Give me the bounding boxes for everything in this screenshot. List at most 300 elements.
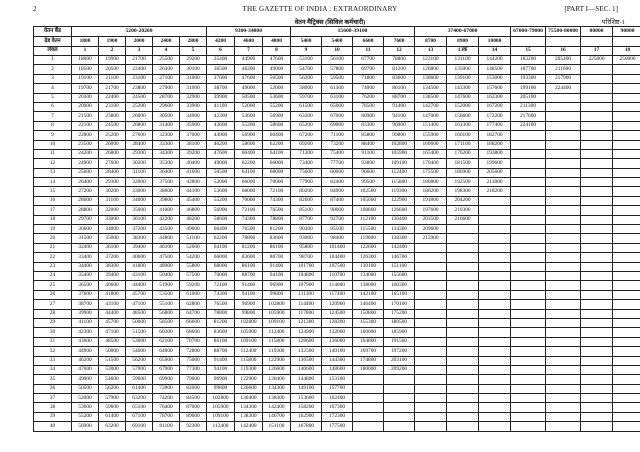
pay-cell: 59600 [99, 403, 126, 412]
row-index: 20 [34, 234, 72, 243]
pay-cell [546, 140, 581, 149]
pay-cell: 21100 [99, 74, 126, 83]
pay-cell: 83600 [384, 74, 415, 83]
pay-cell: 186900 [447, 168, 479, 177]
grade-pay-cell: 5400 [291, 37, 322, 47]
pay-cell: 151100 [263, 422, 291, 431]
pay-cell [581, 403, 613, 412]
pay-cell [384, 422, 415, 431]
pay-cell: 98400 [322, 234, 353, 243]
pay-cell [546, 234, 581, 243]
pay-cell: 119000 [353, 234, 384, 243]
pay-cell: 44400 [99, 309, 126, 318]
pay-cell: 80900 [353, 112, 384, 121]
pay-cell [613, 178, 640, 187]
grade-pay-cell: 2800 [180, 37, 207, 47]
pay-cell: 70000 [235, 196, 263, 205]
pay-cell [511, 375, 546, 384]
pay-cell: 67200 [291, 131, 322, 140]
pay-cell: 39400 [99, 271, 126, 280]
pay-cell: 25600 [72, 168, 99, 177]
pay-cell: 134500 [415, 84, 447, 93]
pay-cell: 117800 [291, 309, 322, 318]
pay-cell: 34300 [153, 149, 180, 158]
pay-cell: 29700 [72, 215, 99, 224]
pay-cell: 138300 [263, 394, 291, 403]
pay-cell: 44400 [126, 281, 153, 290]
pay-cell [546, 93, 581, 102]
pay-cell [511, 225, 546, 234]
pay-cell [447, 375, 479, 384]
pay-cell [511, 168, 546, 177]
grade-pay-cell [613, 37, 640, 47]
pay-cell: 211800 [479, 178, 511, 187]
pay-cell: 70000 [263, 178, 291, 187]
pay-cell: 27100 [153, 74, 180, 83]
grade-pay-cell: 10000 [479, 37, 511, 47]
pay-cell: 22400 [99, 93, 126, 102]
pay-cell [511, 149, 546, 158]
pay-cell: 56300 [291, 74, 322, 83]
pay-cell: 117400 [322, 290, 353, 299]
pay-cell [581, 253, 613, 262]
pay-cell [511, 337, 546, 346]
pay-cell: 152000 [447, 102, 479, 111]
pay-cell [546, 365, 581, 374]
pay-cell: 67900 [153, 365, 180, 374]
pay-cell [479, 365, 511, 374]
pay-cell [613, 394, 640, 403]
pay-cell: 56200 [99, 384, 126, 393]
level-cell: 10 [322, 47, 353, 56]
pay-cell: 72100 [263, 187, 291, 196]
pay-cell: 177400 [479, 121, 511, 130]
pay-cell: 33900 [180, 102, 207, 111]
row-index: 14 [34, 178, 72, 187]
pay-cell [447, 422, 479, 431]
band-cell: 9300-34800 [207, 27, 291, 37]
pay-cell: 81200 [207, 318, 235, 327]
grade-pay-cell [546, 37, 581, 47]
pay-cell [613, 271, 640, 280]
pay-cell: 132000 [322, 328, 353, 337]
pay-cell: 188200 [479, 140, 511, 149]
pay-cell [415, 290, 447, 299]
pay-cell: 34000 [99, 225, 126, 234]
pay-cell: 131100 [447, 56, 479, 65]
row-index: 6 [34, 102, 72, 111]
row-index: 16 [34, 196, 72, 205]
pay-cell: 119300 [384, 187, 415, 196]
pay-cell: 64100 [235, 168, 263, 177]
pay-cell [613, 112, 640, 121]
pay-cell: 69700 [353, 65, 384, 74]
pay-cell: 109100 [207, 412, 235, 421]
pay-cell: 40400 [180, 159, 207, 168]
pay-cell [613, 290, 640, 299]
pay-cell: 51100 [180, 234, 207, 243]
pay-cell: 81200 [263, 225, 291, 234]
pay-cell: 167800 [291, 422, 322, 431]
pay-cell: 88700 [207, 347, 235, 356]
level-cell: 15 [511, 47, 546, 56]
pay-cell [511, 394, 546, 403]
pay-cell [415, 365, 447, 374]
pay-cell [384, 375, 415, 384]
pay-cell: 96900 [384, 121, 415, 130]
pay-cell: 22800 [72, 131, 99, 140]
pay-cell: 70700 [180, 337, 207, 346]
pay-cell [353, 375, 384, 384]
table-row [34, 102, 640, 111]
pay-cell [581, 93, 613, 102]
pay-cell: 54700 [291, 65, 322, 74]
pay-cell [546, 281, 581, 290]
pay-cell: 64000 [153, 347, 180, 356]
pay-cell: 210300 [447, 206, 479, 215]
pay-cell: 74300 [235, 215, 263, 224]
pay-cell: 104800 [291, 271, 322, 280]
pay-cell: 42800 [180, 178, 207, 187]
table-caption [33, 17, 627, 26]
pay-cell: 31100 [126, 168, 153, 177]
pay-cell: 99500 [353, 178, 384, 187]
pay-cell [581, 225, 613, 234]
pay-cell [546, 215, 581, 224]
pay-cell [511, 253, 546, 262]
pay-cell [581, 243, 613, 252]
pay-cell: 74000 [353, 84, 384, 93]
pay-cell [581, 337, 613, 346]
pay-cell: 47600 [207, 149, 235, 158]
band-cell: 37400-67000 [415, 27, 511, 37]
pay-cell: 63300 [291, 112, 322, 121]
pay-cell: 36500 [72, 281, 99, 290]
table-row [34, 309, 640, 318]
pay-cell [479, 375, 511, 384]
pay-cell [479, 281, 511, 290]
pay-cell: 27200 [72, 187, 99, 196]
pay-cell [613, 168, 640, 177]
pay-cell [447, 290, 479, 299]
pay-cell: 105900 [263, 309, 291, 318]
pay-cell: 153600 [291, 394, 322, 403]
row-index: 8 [34, 121, 72, 130]
pay-cell [447, 365, 479, 374]
pay-cell: 155300 [353, 318, 384, 327]
pay-cell [581, 131, 613, 140]
table-row [34, 196, 640, 205]
pay-cell: 47600 [235, 74, 263, 83]
pay-cell: 64100 [207, 243, 235, 252]
pay-cell [415, 253, 447, 262]
pay-cell: 58500 [153, 318, 180, 327]
pay-cell: 46200 [207, 140, 235, 149]
pay-cell [511, 403, 546, 412]
pay-cell: 35900 [180, 121, 207, 130]
grade-pay-cell: 4200 [207, 37, 235, 47]
pay-cell [581, 168, 613, 177]
grade-pay-cell: 2000 [126, 37, 153, 47]
pay-cell: 55800 [180, 262, 207, 271]
pay-cell: 53600 [235, 112, 263, 121]
pay-cell: 58600 [263, 121, 291, 130]
pay-cell [613, 403, 640, 412]
pay-cell [479, 271, 511, 280]
pay-cell: 164800 [353, 337, 384, 346]
pay-cell [581, 84, 613, 93]
pay-cell: 138000 [353, 281, 384, 290]
pay-cell: 182700 [479, 131, 511, 140]
pay-cell: 96600 [353, 168, 384, 177]
pay-cell [613, 328, 640, 337]
pay-cell: 51500 [99, 356, 126, 365]
pay-cell [447, 309, 479, 318]
pay-cell: 170400 [415, 159, 447, 168]
pay-cell [546, 262, 581, 271]
pay-cell [613, 121, 640, 130]
row-index: 17 [34, 206, 72, 215]
pay-cell [447, 271, 479, 280]
pay-cell [613, 300, 640, 309]
table-row [34, 300, 640, 309]
pay-cell: 48500 [126, 309, 153, 318]
table-row [34, 365, 640, 374]
pay-cell: 57500 [180, 271, 207, 280]
pay-cell [546, 102, 581, 111]
pay-cell: 102800 [263, 300, 291, 309]
pay-cell: 53600 [72, 403, 99, 412]
pay-cell: 122600 [353, 243, 384, 252]
pay-cell [415, 243, 447, 252]
pay-cell: 165100 [384, 290, 415, 299]
pay-cell [581, 149, 613, 158]
pay-cell [581, 74, 613, 83]
pay-cell: 191500 [384, 337, 415, 346]
row-index: 19 [34, 225, 72, 234]
pay-cell: 105900 [384, 149, 415, 158]
pay-cell: 51900 [153, 281, 180, 290]
pay-cell [613, 159, 640, 168]
pay-cell: 91400 [207, 356, 235, 365]
pay-cell: 69200 [291, 140, 322, 149]
pay-cell: 28700 [153, 93, 180, 102]
row-index: 12 [34, 159, 72, 168]
pay-cell: 21500 [72, 112, 99, 121]
level-cell: 13क [447, 47, 479, 56]
pay-cell: 61500 [291, 102, 322, 111]
pay-cell: 191800 [415, 196, 447, 205]
row-index: 28 [34, 309, 72, 318]
pay-cell: 46200 [72, 356, 99, 365]
level-cell: 4 [153, 47, 180, 56]
pay-cell: 130400 [263, 375, 291, 384]
pay-cell: 76500 [263, 206, 291, 215]
level-row [34, 47, 640, 56]
pay-cell: 45400 [180, 196, 207, 205]
pay-cell: 218200 [479, 187, 511, 196]
pay-cell [479, 262, 511, 271]
pay-cell: 107900 [291, 281, 322, 290]
pay-cell: 28400 [99, 168, 126, 177]
pay-cell [581, 394, 613, 403]
pay-cell: 26000 [99, 140, 126, 149]
pay-cell: 66600 [180, 318, 207, 327]
pay-cell: 144800 [291, 375, 322, 384]
pay-cell: 174800 [353, 356, 384, 365]
pay-cell: 46100 [153, 243, 180, 252]
pay-cell: 74200 [153, 394, 180, 403]
pay-cell: 37600 [72, 290, 99, 299]
pay-cell: 54200 [180, 253, 207, 262]
pay-cell: 109100 [263, 318, 291, 327]
pay-cell [581, 140, 613, 149]
pay-cell: 53100 [291, 56, 322, 65]
pay-cell: 56900 [72, 422, 99, 431]
pay-cell [546, 422, 581, 431]
row-index: 22 [34, 253, 72, 262]
pay-cell [613, 375, 640, 384]
pay-cell: 82400 [322, 178, 353, 187]
pay-cell: 47600 [263, 56, 291, 65]
pay-cell [613, 215, 640, 224]
pay-cell [479, 243, 511, 252]
pay-cell: 119300 [263, 347, 291, 356]
pay-cell: 101700 [291, 262, 322, 271]
pay-cell: 41100 [72, 318, 99, 327]
pay-cell [511, 422, 546, 431]
pay-cell: 167200 [479, 102, 511, 111]
pay-cell: 30500 [153, 112, 180, 121]
pay-cell: 61300 [322, 84, 353, 93]
pay-cell: 98700 [291, 253, 322, 262]
pay-cell: 59600 [126, 375, 153, 384]
pay-cell: 71300 [291, 149, 322, 158]
pay-cell: 197600 [415, 206, 447, 215]
table-row [34, 262, 640, 271]
pay-cell: 70000 [207, 271, 235, 280]
pay-cell: 50000 [99, 347, 126, 356]
pay-cell: 18500 [72, 65, 99, 74]
row-index: 13 [34, 168, 72, 177]
pay-cell: 46200 [235, 65, 263, 74]
pay-cell: 87400 [322, 196, 353, 205]
pay-cell: 58600 [207, 215, 235, 224]
pay-cell: 30600 [72, 225, 99, 234]
pay-cell: 24900 [72, 159, 99, 168]
pay-cell: 45700 [126, 290, 153, 299]
pay-cell: 86100 [235, 262, 263, 271]
pay-cell [511, 309, 546, 318]
pay-cell [581, 356, 613, 365]
pay-cell: 23100 [99, 102, 126, 111]
pay-cell: 49000 [207, 159, 235, 168]
level-cell: 5 [180, 47, 207, 56]
pay-cell: 109100 [235, 337, 263, 346]
pay-cell [613, 347, 640, 356]
pay-cell: 72100 [207, 281, 235, 290]
pay-cell: 23100 [126, 74, 153, 83]
pay-cell [581, 262, 613, 271]
pay-cell: 115800 [384, 178, 415, 187]
pay-cell [581, 318, 613, 327]
pay-cell: 115800 [263, 337, 291, 346]
pay-cell: 180500 [384, 318, 415, 327]
pay-cell: 134300 [263, 384, 291, 393]
pay-cell: 20900 [72, 102, 99, 111]
pay-cell: 132500 [291, 347, 322, 356]
grade-pay-row [34, 37, 640, 47]
pay-cell: 205100 [511, 93, 546, 102]
pay-cell: 198300 [447, 187, 479, 196]
pay-cell [447, 318, 479, 327]
pay-cell: 142700 [415, 102, 447, 111]
grade-pay-cell: 8900 [447, 37, 479, 47]
pay-cell: 88400 [353, 140, 384, 149]
pay-cell [613, 140, 640, 149]
pay-cell: 75000 [180, 356, 207, 365]
pay-cell [511, 356, 546, 365]
pay-cell: 39800 [153, 196, 180, 205]
row-index: 1 [34, 56, 72, 65]
grade-pay-cell: 1800 [72, 37, 99, 47]
pay-cell: 24500 [99, 121, 126, 130]
table-row [34, 356, 640, 365]
pay-cell: 61000 [180, 290, 207, 299]
table-row [34, 281, 640, 290]
pay-cell [511, 131, 546, 140]
pay-cell: 63100 [322, 93, 353, 102]
row-index: 35 [34, 375, 72, 384]
pay-cell: 199600 [479, 159, 511, 168]
pay-cell: 187700 [511, 65, 546, 74]
pay-cell: 158200 [291, 403, 322, 412]
pay-cell: 20300 [72, 93, 99, 102]
pay-cell: 43600 [72, 337, 99, 346]
pay-cell: 94100 [384, 112, 415, 121]
pay-cell [546, 394, 581, 403]
pay-cell [447, 337, 479, 346]
pay-cell: 171100 [447, 140, 479, 149]
pay-cell [511, 178, 546, 187]
pay-cell: 29300 [99, 178, 126, 187]
band-cell: 90000 [613, 27, 640, 37]
pay-cell [479, 234, 511, 243]
pay-cell: 87000 [180, 403, 207, 412]
pay-cell: 102500 [353, 187, 384, 196]
table-row [34, 131, 640, 140]
pay-cell [447, 412, 479, 421]
level-cell: 18 [613, 47, 640, 56]
pay-cell: 126600 [384, 206, 415, 215]
pay-cell [581, 290, 613, 299]
level-cell: 11 [353, 47, 384, 56]
pay-cell: 59500 [322, 74, 353, 83]
pay-cell: 83600 [235, 253, 263, 262]
pay-cell [613, 384, 640, 393]
pay-cell [511, 215, 546, 224]
pay-cell: 78800 [235, 234, 263, 243]
pay-cell: 114400 [291, 300, 322, 309]
pay-cell [546, 318, 581, 327]
pay-cell: 96900 [207, 375, 235, 384]
pay-cell: 59700 [291, 93, 322, 102]
pay-cell: 91100 [353, 149, 384, 158]
row-index: 9 [34, 131, 72, 140]
table-row [34, 140, 640, 149]
pay-cell: 199100 [511, 84, 546, 93]
table-row [34, 328, 640, 337]
